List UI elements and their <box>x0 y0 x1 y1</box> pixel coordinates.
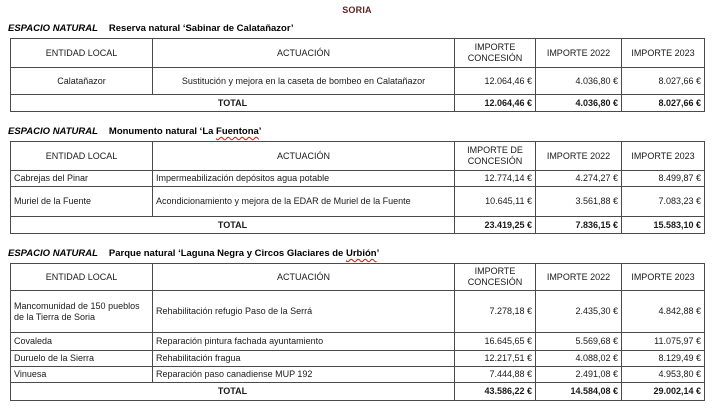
total-importe-concesion: 23.419,25 € <box>455 217 536 234</box>
cell-actuacion: Rehabilitación refugio Paso de la Serrá <box>153 291 455 333</box>
total-row <box>11 383 705 401</box>
cell-importe-2023: 8.129,49 € <box>622 351 705 367</box>
cell-entidad-local: Mancomunidad de 150 pueblos de la Tierra de Soria <box>11 291 153 333</box>
cell-importe-concesion: 7.278,18 € <box>455 291 536 333</box>
total-importe-2022: 7.836,15 € <box>536 217 622 234</box>
col-header-importe-concesion: IMPORTE DE CONCESIÓN <box>455 142 536 171</box>
table-row <box>11 187 705 217</box>
cell-actuacion: Acondicionamiento y mejora de la EDAR de Muriel de la Fuente <box>153 187 455 217</box>
total-importe-concesion: 12.064,46 € <box>455 95 536 112</box>
col-header-actuacion: ACTUACIÓN <box>153 264 455 291</box>
section-name <box>109 248 379 259</box>
cell-importe-2023: 7.083,23 € <box>622 187 705 217</box>
cell-actuacion: Reparación paso canadiense MUP 192 <box>153 367 455 383</box>
table-header-row <box>11 142 705 171</box>
section-name-close-quote: ’ <box>258 126 262 137</box>
cell-importe-2022: 2.491,08 € <box>536 367 622 383</box>
col-header-importe-concesion: IMPORTE CONCESIÓN <box>455 264 536 291</box>
page-title: SORIA <box>342 5 372 15</box>
total-importe-concesion: 43.586,22 € <box>455 383 536 401</box>
cell-importe-2022: 3.561,88 € <box>536 187 622 217</box>
cell-importe-2023: 8.027,66 € <box>622 68 705 95</box>
cell-importe-2022: 5.569,68 € <box>536 333 622 351</box>
cell-importe-2022: 2.435,30 € <box>536 291 622 333</box>
section-name-text: Reserva natural ‘Sabinar de Calatañazor’ <box>108 23 294 34</box>
total-importe-2023: 8.027,66 € <box>622 95 705 112</box>
total-label: TOTAL <box>11 95 455 112</box>
espacio-natural-label: ESPACIO NATURAL <box>8 126 98 137</box>
col-header-importe-concesion: IMPORTE CONCESIÓN <box>455 39 536 68</box>
cell-importe-2023: 8.499,87 € <box>622 171 705 187</box>
cell-importe-concesion: 7.444,88 € <box>455 367 536 383</box>
cell-importe-2022: 4.088,02 € <box>536 351 622 367</box>
table-row <box>11 291 705 333</box>
cell-actuacion: Reparación pintura fachada ayuntamiento <box>153 333 455 351</box>
table-row <box>11 171 705 187</box>
cell-entidad-local: Calatañazor <box>11 68 153 95</box>
total-row <box>11 217 705 234</box>
section-name <box>109 23 294 34</box>
cell-actuacion: Rehabilitación fragua <box>153 351 455 367</box>
total-importe-2023: 29.002,14 € <box>622 383 705 401</box>
cell-importe-2022: 4.274,27 € <box>536 171 622 187</box>
total-row <box>11 95 705 112</box>
cell-entidad-local: Muriel de la Fuente <box>11 187 153 217</box>
section-monumento-fuentona <box>0 126 714 234</box>
section-name-text: Parque natural ‘Laguna Negra y Circos Glaciares de <box>108 248 346 259</box>
espacio-natural-label: ESPACIO NATURAL <box>8 23 98 34</box>
total-importe-2022: 14.584,08 € <box>536 383 622 401</box>
section-name-text: Monumento natural ‘La <box>108 126 217 137</box>
total-label: TOTAL <box>11 383 455 401</box>
section-title <box>8 126 714 137</box>
col-header-importe-2022: IMPORTE 2022 <box>536 39 622 68</box>
cell-entidad-local: Covaleda <box>11 333 153 351</box>
cell-importe-concesion: 12.064,46 € <box>455 68 536 95</box>
cell-importe-concesion: 12.774,14 € <box>455 171 536 187</box>
cell-importe-concesion: 16.645,65 € <box>455 333 536 351</box>
section-name-close-quote: ’ <box>376 248 380 259</box>
col-header-actuacion: ACTUACIÓN <box>153 39 455 68</box>
section-name <box>109 126 262 137</box>
cell-importe-2023: 4.842,88 € <box>622 291 705 333</box>
cell-importe-2023: 11.075,97 € <box>622 333 705 351</box>
cell-importe-concesion: 12.217,51 € <box>455 351 536 367</box>
col-header-entidad-local: ENTIDAD LOCAL <box>11 142 153 171</box>
col-header-importe-2023: IMPORTE 2023 <box>622 142 705 171</box>
cell-entidad-local: Duruelo de la Sierra <box>11 351 153 367</box>
table-row <box>11 333 705 351</box>
cell-importe-2022: 4.036,80 € <box>536 68 622 95</box>
col-header-entidad-local: ENTIDAD LOCAL <box>11 264 153 291</box>
table-row <box>11 367 705 383</box>
table-parque-laguna-negra <box>10 263 705 401</box>
col-header-importe-2022: IMPORTE 2022 <box>536 264 622 291</box>
table-header-row <box>11 264 705 291</box>
section-title <box>8 248 714 259</box>
cell-entidad-local: Vinuesa <box>11 367 153 383</box>
total-label: TOTAL <box>11 217 455 234</box>
table-row <box>11 351 705 367</box>
misspelled-word: Urbión <box>345 248 377 259</box>
col-header-importe-2022: IMPORTE 2022 <box>536 142 622 171</box>
table-header-row <box>11 39 705 68</box>
espacio-natural-label: ESPACIO NATURAL <box>8 248 98 259</box>
col-header-actuacion: ACTUACIÓN <box>153 142 455 171</box>
cell-actuacion: Sustitución y mejora en la caseta de bombeo en Calatañazor <box>153 68 455 95</box>
cell-importe-concesion: 10.645,11 € <box>455 187 536 217</box>
section-reserva-sabinar <box>0 23 714 112</box>
section-parque-laguna-negra <box>0 248 714 401</box>
col-header-importe-2023: IMPORTE 2023 <box>622 39 705 68</box>
table-reserva-sabinar <box>10 38 705 112</box>
cell-actuacion: Impermeabilización depósitos agua potable <box>153 171 455 187</box>
table-row <box>11 68 705 95</box>
cell-importe-2023: 4.953,80 € <box>622 367 705 383</box>
total-importe-2023: 15.583,10 € <box>622 217 705 234</box>
cell-entidad-local: Cabrejas del Pinar <box>11 171 153 187</box>
col-header-importe-2023: IMPORTE 2023 <box>622 264 705 291</box>
total-importe-2022: 4.036,80 € <box>536 95 622 112</box>
misspelled-word: Fuentona <box>216 126 259 137</box>
table-monumento-fuentona <box>10 141 705 234</box>
col-header-entidad-local: ENTIDAD LOCAL <box>11 39 153 68</box>
section-title <box>8 23 714 34</box>
